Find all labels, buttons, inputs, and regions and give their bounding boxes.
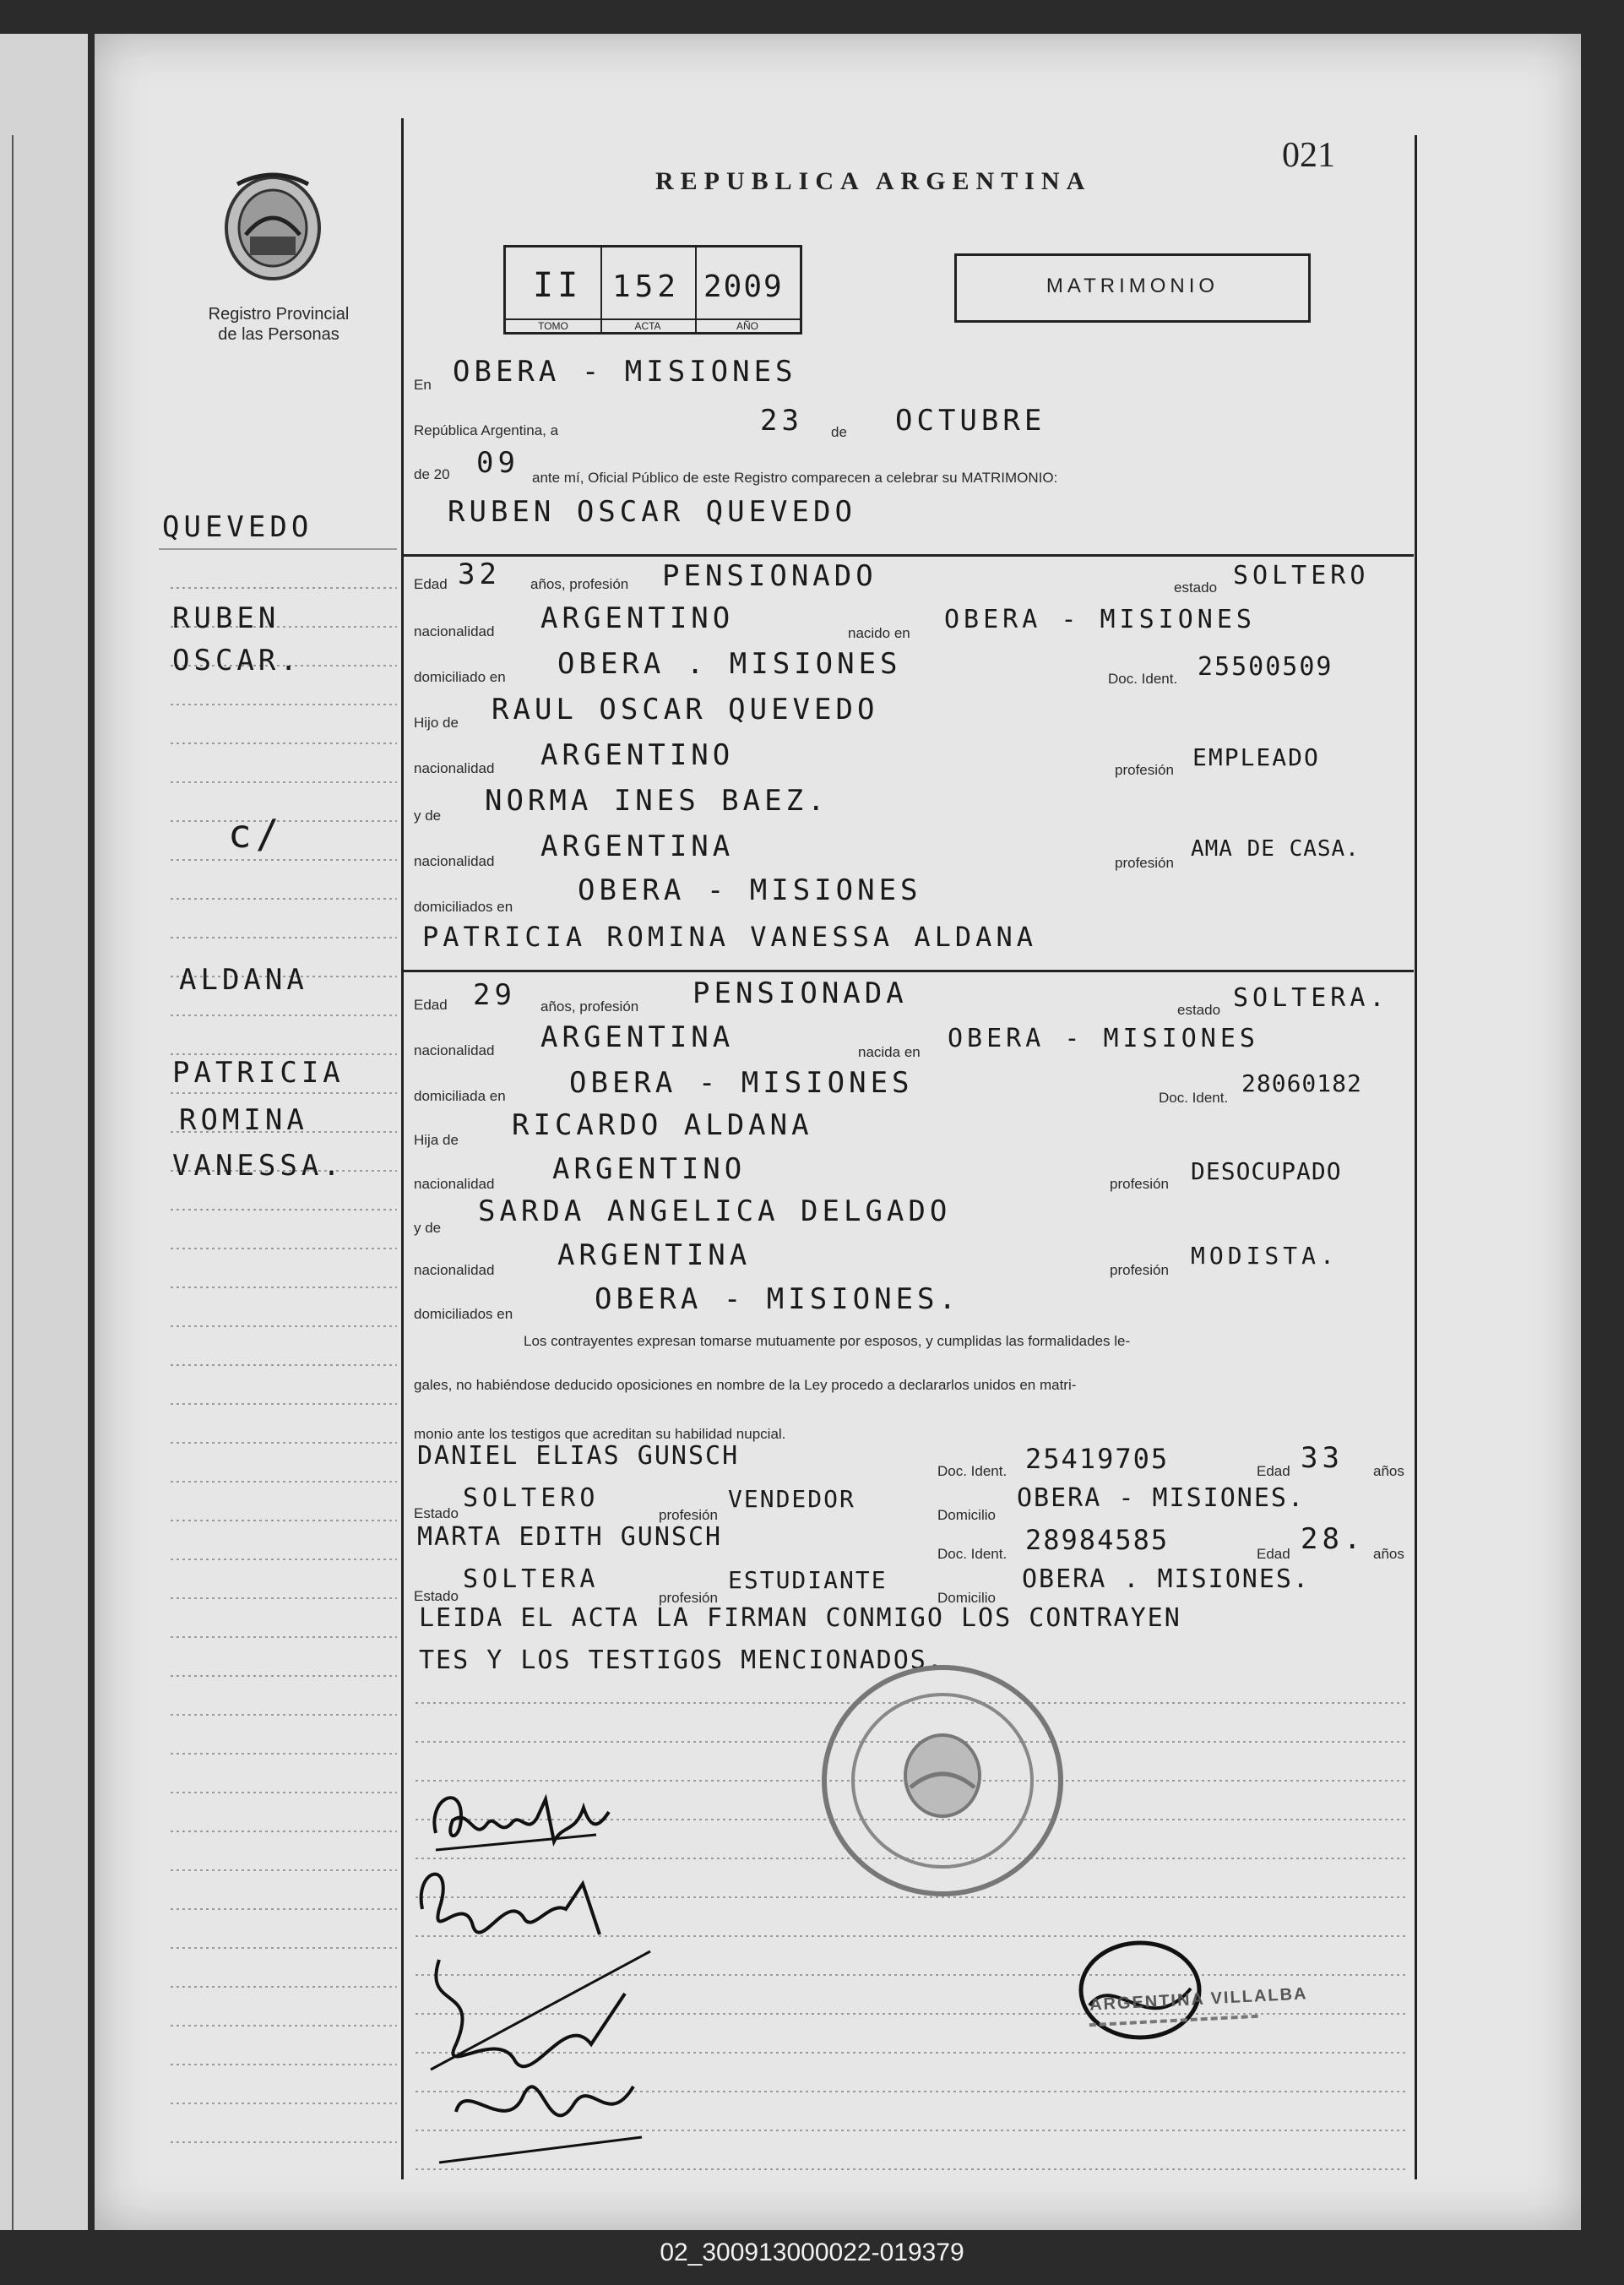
country-heading: REPUBLICA ARGENTINA [655, 167, 1092, 195]
record-type-label: MATRIMONIO [1046, 275, 1219, 297]
witness1-edad: 33 [1301, 1441, 1344, 1475]
bride-nac-label: nacionalidad [414, 1042, 495, 1058]
bride-padres-dom-label: domiciliados en [414, 1306, 513, 1322]
anio-cell [695, 248, 800, 332]
groom-yde-label: y de [414, 808, 442, 824]
signer-stamp-text: ARGENTINA VILLALBA [1089, 1984, 1308, 2015]
de-label-2: de 20 [414, 466, 450, 482]
groom-madre-prof-label: profesión [1115, 855, 1174, 871]
bride-padre-nac: ARGENTINO [552, 1152, 747, 1186]
intro-text: ante mí, Oficial Público de este Registro comparecen a celebrar su MATRIMONIO: [532, 470, 1058, 486]
groom-padre-prof: EMPLEADO [1192, 743, 1320, 771]
groom-hijo-label: Hijo de [414, 715, 459, 731]
witness1-dom-label: Domicilio [937, 1507, 996, 1523]
witness1-anios: años [1373, 1463, 1404, 1479]
witness1-estado: SOLTERO [463, 1483, 600, 1513]
witness2-name: MARTA EDITH GUNSCH [417, 1522, 723, 1552]
witness1-prof-label: profesión [659, 1507, 718, 1523]
right-border-line [1415, 135, 1417, 2179]
groom-domicilio: OBERA . MISIONES [557, 647, 902, 681]
act-year-suffix: 09 [476, 446, 519, 480]
bride-dom-label: domiciliada en [414, 1088, 506, 1104]
groom-prof-label: años, profesión [530, 576, 629, 592]
bride-fullname: PATRICIA ROMINA VANESSA ALDANA [422, 921, 1037, 953]
groom-edad: 32 [458, 558, 501, 591]
groom-nacido: OBERA - MISIONES [944, 605, 1256, 634]
witness1-estado-label: Estado [414, 1505, 459, 1521]
record-type-box [954, 253, 1311, 323]
groom-signature [427, 1774, 622, 1858]
witness2-doc-label: Doc. Ident. [937, 1546, 1008, 1562]
closing-line1: LEIDA EL ACTA LA FIRMAN CONMIGO LOS CONTRAYEN [419, 1603, 1181, 1633]
tomo-label: TOMO [506, 318, 600, 332]
anio-label: AÑO [695, 318, 800, 332]
margin-bride-name3: VANESSA. [172, 1149, 345, 1183]
witness1-profesion: VENDEDOR [728, 1485, 855, 1513]
bride-nacida-label: nacida en [858, 1044, 921, 1060]
groom-fullname: RUBEN OSCAR QUEVEDO [448, 495, 856, 529]
groom-padre-nac-label: nacionalidad [414, 760, 495, 776]
bride-madre-prof-label: profesión [1110, 1262, 1169, 1278]
bride-doc-label: Doc. Ident. [1159, 1090, 1229, 1106]
groom-padre-nac: ARGENTINO [540, 738, 735, 772]
groom-edad-label: Edad [414, 576, 448, 592]
declaration-line1: Los contrayentes expresan tomarse mutuamente por esposos, y cumplidas las formalidades le- [524, 1333, 1131, 1349]
witness2-edad: 28. [1301, 1522, 1366, 1556]
bride-prof-label: años, profesión [540, 998, 639, 1015]
closing-line2: TES Y LOS TESTIGOS MENCIONADOS. [419, 1646, 944, 1675]
place: OBERA - MISIONES [453, 355, 797, 389]
bride-doc: 28060182 [1241, 1069, 1362, 1097]
bride-nacida: OBERA - MISIONES [948, 1024, 1259, 1053]
registry-crest-icon [216, 167, 329, 284]
official-round-stamp [817, 1661, 1067, 1901]
groom-padres-dom-label: domiciliados en [414, 899, 513, 915]
bride-separator [404, 970, 1414, 972]
bride-padres-dom: OBERA - MISIONES. [595, 1282, 960, 1316]
bride-edad-label: Edad [414, 997, 448, 1013]
tomo-value: II [533, 266, 583, 305]
groom-madre-nac-label: nacionalidad [414, 853, 495, 869]
registry-name-line2: de las Personas [218, 325, 339, 344]
bride-madre-prof: MODISTA. [1191, 1242, 1339, 1270]
margin-bride-surname: ALDANA [179, 963, 308, 997]
witness2-edad-label: Edad [1257, 1546, 1290, 1562]
groom-madre-nac: ARGENTINA [540, 830, 735, 863]
bride-profesion: PENSIONADA [693, 977, 908, 1010]
page-number: 021 [1282, 136, 1335, 175]
margin-divider-line [401, 118, 404, 2179]
witness2-estado: SOLTERA [463, 1564, 600, 1594]
margin-conjunction: c/ [228, 811, 284, 857]
declaration-line2: gales, no habiéndose deducido oposiciones en nombre de la Ley procedo a declararlos unidos en matri- [414, 1377, 1077, 1393]
bride-nacionalidad: ARGENTINA [540, 1020, 735, 1054]
anio-value: 2009 [703, 269, 784, 304]
registry-name-line1: Registro Provincial [208, 305, 350, 324]
bride-padre: RICARDO ALDANA [512, 1108, 813, 1142]
republica-label: República Argentina, a [414, 422, 559, 438]
bride-madre-nac: ARGENTINA [557, 1238, 752, 1272]
groom-nac-label: nacionalidad [414, 623, 495, 639]
declaration-line3: monio ante los testigos que acreditan su habilidad nupcial. [414, 1426, 786, 1442]
margin-bride-name1: PATRICIA [172, 1056, 345, 1090]
groom-padre: RAUL OSCAR QUEVEDO [492, 693, 879, 726]
bride-padre-prof-label: profesión [1110, 1176, 1169, 1192]
margin-bride-name2: ROMINA [179, 1103, 308, 1137]
bride-yde-label: y de [414, 1220, 442, 1236]
witness1-doc: 25419705 [1025, 1443, 1170, 1475]
acta-cell [600, 248, 697, 332]
margin-groom-name2: OSCAR. [172, 644, 301, 677]
registry-name [186, 304, 372, 345]
bride-estado-label: estado [1177, 1002, 1221, 1018]
groom-nacionalidad: ARGENTINO [540, 601, 735, 635]
groom-doc: 25500509 [1198, 652, 1333, 682]
bride-madre: SARDA ANGELICA DELGADO [478, 1194, 952, 1228]
witness2-profesion: ESTUDIANTE [728, 1566, 888, 1594]
bride-padre-nac-label: nacionalidad [414, 1176, 495, 1192]
bride-edad: 29 [473, 978, 516, 1012]
witness2-estado-label: Estado [414, 1588, 459, 1604]
groom-padre-prof-label: profesión [1115, 762, 1174, 778]
margin-groom-name1: RUBEN [172, 601, 280, 635]
witness2-doc: 28984585 [1025, 1524, 1170, 1556]
groom-madre-prof: AMA DE CASA. [1191, 836, 1360, 862]
witness2-prof-label: profesión [659, 1590, 718, 1606]
bride-madre-nac-label: nacionalidad [414, 1262, 495, 1278]
witness1-domicilio: OBERA - MISIONES. [1017, 1483, 1306, 1513]
bride-and-witness-signatures [405, 1858, 667, 2179]
en-label: En [414, 377, 432, 393]
de-label-1: de [831, 424, 847, 440]
margin-groom-surname: QUEVEDO [162, 510, 313, 544]
groom-dom-label: domiciliado en [414, 669, 506, 685]
witness1-edad-label: Edad [1257, 1463, 1290, 1479]
bride-estado: SOLTERA. [1233, 983, 1389, 1013]
tomo-cell [506, 248, 602, 332]
groom-separator [404, 554, 1414, 557]
groom-madre: NORMA INES BAEZ. [485, 784, 829, 818]
bride-padre-prof: DESOCUPADO [1191, 1157, 1342, 1185]
groom-nacido-label: nacido en [848, 625, 910, 641]
witness2-dom-label: Domicilio [937, 1590, 996, 1606]
groom-doc-label: Doc. Ident. [1108, 671, 1178, 687]
witness2-domicilio: OBERA . MISIONES. [1022, 1564, 1311, 1594]
bride-hija-label: Hija de [414, 1132, 459, 1148]
image-id-footer: 02_300913000022-019379 [660, 2239, 964, 2266]
act-month: OCTUBRE [895, 404, 1046, 438]
witness1-name: DANIEL ELIAS GUNSCH [417, 1441, 740, 1471]
act-number-box [503, 245, 802, 335]
acta-label: ACTA [600, 318, 695, 332]
groom-padres-dom: OBERA - MISIONES [578, 873, 922, 907]
groom-estado-label: estado [1174, 579, 1218, 596]
act-day: 23 [760, 404, 803, 438]
acta-value: 152 [612, 269, 681, 304]
groom-estado: SOLTERO [1233, 561, 1370, 590]
witness1-doc-label: Doc. Ident. [937, 1463, 1008, 1479]
bride-domicilio: OBERA - MISIONES [569, 1066, 914, 1100]
witness2-anios: años [1373, 1546, 1404, 1562]
groom-profesion: PENSIONADO [662, 559, 877, 593]
